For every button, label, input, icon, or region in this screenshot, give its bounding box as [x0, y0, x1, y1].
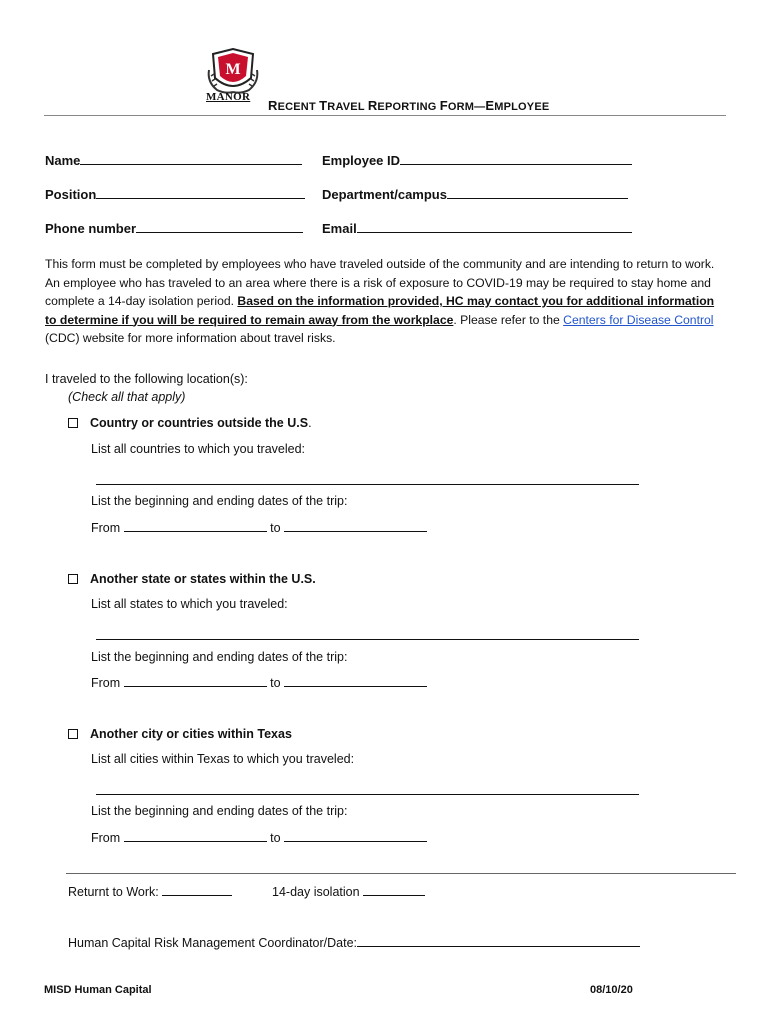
cdc-link[interactable]: Centers for Disease Control: [563, 312, 714, 327]
city-dates-label: List the beginning and ending dates of the trip:: [91, 804, 348, 818]
isolation-input-line[interactable]: [363, 884, 425, 896]
email-label: Email: [322, 221, 357, 236]
locations-hint: (Check all that apply): [68, 390, 186, 404]
phone-field[interactable]: [45, 220, 303, 236]
country-list-label: List all countries to which you traveled:: [91, 442, 305, 456]
return-label: Returnt to Work:: [68, 885, 159, 899]
country-dates-label: List the beginning and ending dates of the trip:: [91, 494, 348, 508]
location-option-country[interactable]: Country or countries outside the U.S.: [68, 416, 312, 430]
state-date-range: From to: [91, 675, 427, 690]
state-dates-label: List the beginning and ending dates of the trip:: [91, 650, 348, 664]
employee-id-field[interactable]: [322, 152, 632, 168]
position-field[interactable]: [45, 186, 305, 202]
department-label: Department/campus: [322, 187, 447, 202]
coordinator-field[interactable]: [68, 935, 640, 950]
locations-prompt: I traveled to the following location(s):: [45, 372, 248, 386]
position-label: Position: [45, 187, 97, 202]
department-field[interactable]: [322, 186, 628, 202]
name-input-line[interactable]: [80, 152, 302, 165]
svg-text:M: M: [225, 61, 241, 78]
employee-id-input-line[interactable]: [400, 152, 632, 165]
country-to-line[interactable]: [284, 520, 427, 532]
department-input-line[interactable]: [447, 186, 628, 199]
isolation-field[interactable]: [272, 884, 425, 899]
name-field[interactable]: [45, 152, 302, 168]
city-list-line[interactable]: [96, 783, 639, 795]
logo-text: MANOR: [206, 91, 251, 103]
phone-input-line[interactable]: [136, 220, 303, 233]
return-input-line[interactable]: [162, 884, 232, 896]
email-input-line[interactable]: [357, 220, 632, 233]
name-label: Name: [45, 153, 81, 168]
isolation-label: 14-day isolation: [272, 885, 360, 899]
position-input-line[interactable]: [96, 186, 305, 199]
coordinator-label: Human Capital Risk Management Coordinator/Date:: [68, 936, 358, 950]
city-date-range: From to: [91, 830, 427, 845]
location-option-state[interactable]: Another state or states within the U.S.: [68, 572, 316, 586]
city-from-line[interactable]: [124, 830, 267, 842]
phone-label: Phone number: [45, 221, 137, 236]
intro-emphasis: Based on the information provided, HC may contact you for additional information to determine if you will be required to remain away from the workplace: [45, 294, 715, 327]
state-list-label: List all states to which you traveled:: [91, 597, 288, 611]
state-checkbox[interactable]: [68, 574, 78, 584]
location-option-city[interactable]: Another city or cities within Texas: [68, 727, 292, 741]
footer-department: MISD Human Capital: [44, 984, 152, 996]
state-to-line[interactable]: [284, 675, 427, 687]
country-checkbox[interactable]: [68, 418, 78, 428]
header-rule: [44, 115, 726, 116]
city-to-line[interactable]: [284, 830, 427, 842]
email-field[interactable]: [322, 220, 632, 236]
country-from-line[interactable]: [124, 520, 267, 532]
form-title: RECENT TRAVEL REPORTING FORM—EMPLOYEE: [268, 98, 550, 113]
intro-paragraph: This form must be completed by employees who have traveled outside of the community and are intending to return to work. An employee who has traveled to an area where there is a risk of exposure to COVID-19 may be required to stay home and complete a 14-day isolation period. Based on the information provided, HC may contact you for additional information to determine if you will be required to remain away from the workplace. Please refer to the Centers for Disease Control (CDC) website for more information about travel risks.: [45, 257, 715, 345]
country-list-line[interactable]: [96, 473, 639, 485]
employee-id-label: Employee ID: [322, 153, 401, 168]
country-date-range: From to: [91, 520, 427, 535]
coordinator-input-line[interactable]: [357, 935, 640, 947]
city-checkbox[interactable]: [68, 729, 78, 739]
footer-date: 08/10/20: [590, 984, 633, 996]
return-to-work-field[interactable]: [68, 884, 232, 899]
state-list-line[interactable]: [96, 628, 639, 640]
section-divider: [66, 873, 736, 874]
city-list-label: List all cities within Texas to which you traveled:: [91, 752, 355, 766]
state-from-line[interactable]: [124, 675, 267, 687]
